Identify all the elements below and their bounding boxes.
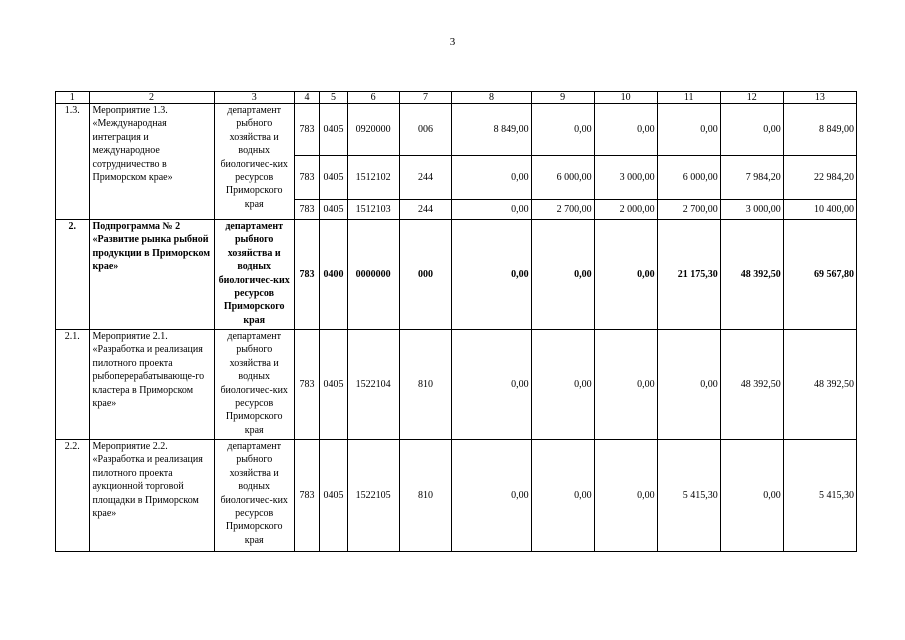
amount-cell: 0,00 <box>720 440 783 552</box>
program-funding-table <box>55 91 857 552</box>
page-number: 3 <box>449 36 456 48</box>
grbs-code: 783 <box>294 330 319 440</box>
grbs-code: 783 <box>294 220 319 330</box>
expense-code: 244 <box>399 156 452 200</box>
target-code: 1522105 <box>347 440 399 552</box>
section-code: 0405 <box>320 200 347 220</box>
column-number: 5 <box>320 92 347 104</box>
expense-code: 810 <box>399 440 452 552</box>
item-number: 2.1. <box>56 330 90 440</box>
amount-cell: 0,00 <box>594 104 657 156</box>
total-cell: 69 567,80 <box>783 220 856 330</box>
table-row <box>56 330 857 440</box>
executor-text: департамент рыбного хозяйства и водных биологичес-ких ресурсов Приморского края <box>220 105 288 210</box>
amount-cell: 7 984,20 <box>720 156 783 200</box>
grbs-code: 783 <box>294 104 319 156</box>
amount-cell: 21 175,30 <box>657 220 720 330</box>
executor-text: департамент рыбного хозяйства и водных биологичес-ких ресурсов Приморского края <box>220 331 288 436</box>
total-cell: 48 392,50 <box>783 330 856 440</box>
column-number: 6 <box>347 92 399 104</box>
target-code: 1522104 <box>347 330 399 440</box>
table-row <box>56 104 857 156</box>
total-cell: 10 400,00 <box>783 200 856 220</box>
executor-text: департамент рыбного хозяйства и водных биологичес-ких ресурсов Приморского края <box>218 221 290 326</box>
total-cell: 5 415,30 <box>783 440 856 552</box>
column-number: 11 <box>657 92 720 104</box>
amount-cell: 48 392,50 <box>720 330 783 440</box>
section-code: 0405 <box>320 104 347 156</box>
amount-cell: 0,00 <box>594 220 657 330</box>
expense-code: 006 <box>399 104 452 156</box>
expense-code: 244 <box>399 200 452 220</box>
table-row <box>56 220 857 330</box>
amount-cell: 0,00 <box>594 440 657 552</box>
amount-cell: 0,00 <box>452 330 531 440</box>
grbs-code: 783 <box>294 156 319 200</box>
column-number: 12 <box>720 92 783 104</box>
amount-cell: 3 000,00 <box>594 156 657 200</box>
amount-cell: 0,00 <box>594 330 657 440</box>
column-number: 10 <box>594 92 657 104</box>
item-name: Мероприятие 1.3. «Международная интеграция и международное сотрудничество в Приморском крае» <box>89 104 214 220</box>
column-number-row <box>56 92 857 104</box>
amount-cell: 0,00 <box>531 330 594 440</box>
executor <box>214 104 294 220</box>
executor <box>214 440 294 552</box>
amount-cell: 8 849,00 <box>452 104 531 156</box>
amount-cell: 0,00 <box>531 104 594 156</box>
amount-cell: 48 392,50 <box>720 220 783 330</box>
item-name: Мероприятие 2.1. «Разработка и реализация пилотного проекта рыбоперерабатывающе-го кластера в Приморском крае» <box>89 330 214 440</box>
table-row <box>56 440 857 552</box>
amount-cell: 0,00 <box>720 104 783 156</box>
item-number: 1.3. <box>56 104 90 220</box>
executor <box>214 220 294 330</box>
item-number: 2.2. <box>56 440 90 552</box>
amount-cell: 2 700,00 <box>531 200 594 220</box>
target-code: 1512102 <box>347 156 399 200</box>
amount-cell: 2 000,00 <box>594 200 657 220</box>
target-code: 1512103 <box>347 200 399 220</box>
expense-code: 000 <box>399 220 452 330</box>
total-cell: 8 849,00 <box>783 104 856 156</box>
amount-cell: 0,00 <box>657 330 720 440</box>
column-number: 3 <box>214 92 294 104</box>
amount-cell: 0,00 <box>452 440 531 552</box>
section-code: 0400 <box>320 220 347 330</box>
column-number: 2 <box>89 92 214 104</box>
amount-cell: 5 415,30 <box>657 440 720 552</box>
column-number: 1 <box>56 92 90 104</box>
amount-cell: 0,00 <box>452 156 531 200</box>
section-code: 0405 <box>320 440 347 552</box>
total-cell: 22 984,20 <box>783 156 856 200</box>
amount-cell: 0,00 <box>452 200 531 220</box>
item-number: 2. <box>56 220 90 330</box>
amount-cell: 3 000,00 <box>720 200 783 220</box>
target-code: 0920000 <box>347 104 399 156</box>
amount-cell: 0,00 <box>657 104 720 156</box>
amount-cell: 0,00 <box>531 220 594 330</box>
amount-cell: 6 000,00 <box>531 156 594 200</box>
amount-cell: 2 700,00 <box>657 200 720 220</box>
executor <box>214 330 294 440</box>
target-code: 0000000 <box>347 220 399 330</box>
item-name: Подпрограмма № 2 «Развитие рынка рыбной продукции в Приморском крае» <box>89 220 214 330</box>
expense-code: 810 <box>399 330 452 440</box>
amount-cell: 0,00 <box>452 220 531 330</box>
column-number: 8 <box>452 92 531 104</box>
amount-cell: 6 000,00 <box>657 156 720 200</box>
item-name: Мероприятие 2.2. «Разработка и реализация пилотного проекта аукционной торговой площадки в Приморском крае» <box>89 440 214 552</box>
amount-cell: 0,00 <box>531 440 594 552</box>
executor-text: департамент рыбного хозяйства и водных биологичес-ких ресурсов Приморского края <box>220 441 288 546</box>
column-number: 13 <box>783 92 856 104</box>
section-code: 0405 <box>320 156 347 200</box>
grbs-code: 783 <box>294 440 319 552</box>
column-number: 7 <box>399 92 452 104</box>
column-number: 4 <box>294 92 319 104</box>
section-code: 0405 <box>320 330 347 440</box>
grbs-code: 783 <box>294 200 319 220</box>
column-number: 9 <box>531 92 594 104</box>
